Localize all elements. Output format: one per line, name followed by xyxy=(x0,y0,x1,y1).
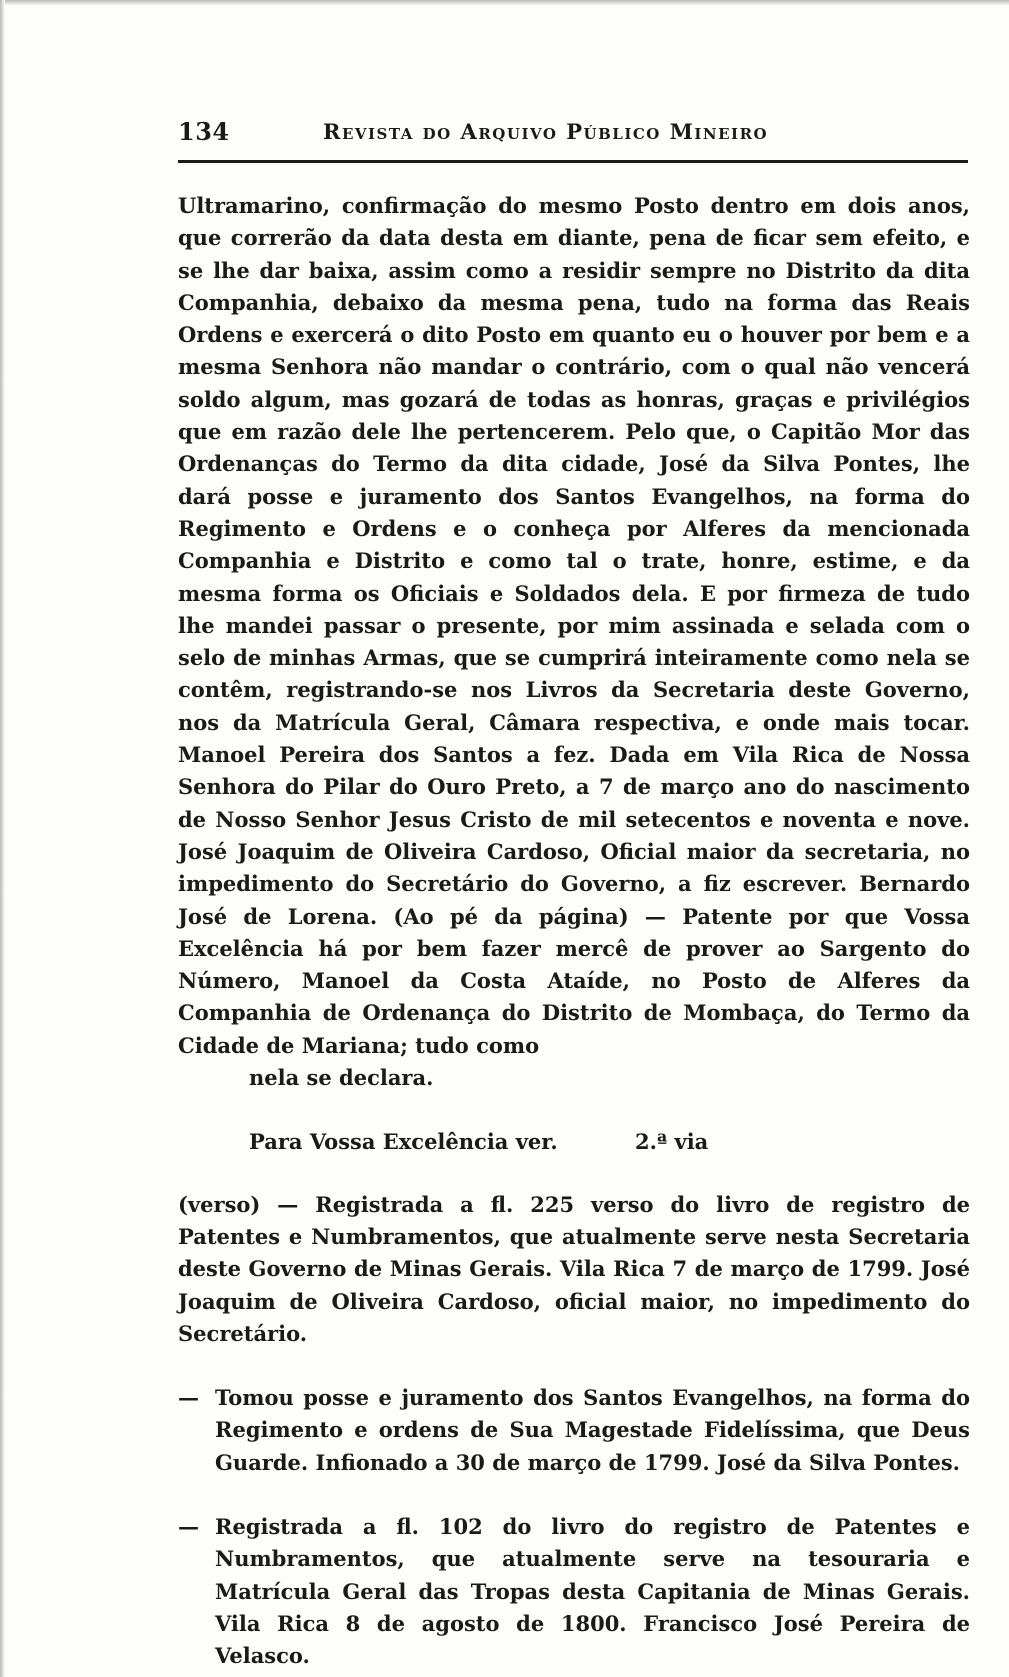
note-dash: — xyxy=(178,1385,199,1411)
note-posse xyxy=(178,1382,970,1479)
page-number: 134 xyxy=(178,117,230,146)
page-top-edge xyxy=(0,0,1009,6)
note-registro-text: Registrada a fl. 102 do livro do registro de Patentes e Numbramentos, que atualmente serve na tesouraria e Matrícula Geral das Tropas desta Capitania de Minas Gerais. Vila Rica 8 de agosto de 1800. Francisco José Pereira de Velasco. xyxy=(215,1513,970,1669)
note-dash: — xyxy=(178,1513,199,1539)
note-posse-text: Tomou posse e juramento dos Santos Evangelhos, na forma do Regimento e ordens de Sua Magestade Fidelíssima, que Deus Guarde. Infionado a 30 de março de 1799. José da Silva Pontes. xyxy=(215,1385,970,1475)
main-paragraph-end: nela se declara. xyxy=(249,1065,434,1091)
via-number: 2.ª via xyxy=(635,1129,709,1155)
note-registro xyxy=(178,1511,970,1672)
running-title: Revista do Arquivo Público Mineiro xyxy=(323,119,769,144)
main-paragraph: Ultramarino, confirmação do mesmo Posto dentro em dois anos, que correrão da data desta em diante, pena de ficar sem efeito, e se lhe dar baixa, assim como a residir sempre no Distrito da dita Companhia, debaixo da mesma pena, tudo na forma das Reais Ordens e exercerá o dito Posto em quanto eu o houver por bem e a mesma Senhora não mandar o contrário, com o qual não vencerá soldo algum, mas gozará de todas as honras, graças e privilégios que em razão dele lhe pertencerem. Pelo que, o Capitão Mor das Ordenanças do Termo da dita cidade, José da Silva Pontes, lhe dará posse e juramento dos Santos Evangelhos, na forma do Regimento e Ordens e o conheça por Alferes da mencionada Companhia e Distrito e como tal o trate, honre, estime, e da mesma forma os Oficiais e Soldados dela. E por firmeza de tudo lhe mandei passar o presente, por mim assinada e selada com o selo de minhas Armas, que se cumprirá inteiramente como nela se contêm, registrando-se nos Livros da Secretaria deste Governo, nos da Matrícula Geral, Câmara respectiva, e onde mais tocar. Manoel Pereira dos Santos a fez. Dada em Vila Rica de Nossa Senhora do Pilar do Ouro Preto, a 7 de março ano do nascimento de Nosso Senhor Jesus Cristo de mil setecentos e noventa e nove. José Joaquim de Oliveira Cardoso, Oficial maior da secretaria, no impedimento do Secretário do Governo, a fiz escrever. Bernardo José de Lorena. (Ao pé da página) — Patente por que Vossa Excelência há por bem fazer mercê de prover ao Sargento do Número, Manoel da Costa Ataíde, no Posto de Alferes da Companhia de Ordenança do Distrito de Mombaça, do Termo da Cidade de Mariana; tudo como xyxy=(178,193,970,1058)
header-rule xyxy=(178,160,968,163)
via-line xyxy=(249,1126,970,1158)
verso-paragraph: (verso) — Registrada a fl. 225 verso do livro de registro de Patentes e Numbramentos, que atualmente serve nesta Secretaria deste Governo de Minas Gerais. Vila Rica 7 de março de 1799. José Joaquim de Oliveira Cardoso, oficial maior, no impedimento do Secretário. xyxy=(178,1191,970,1346)
page-content xyxy=(178,190,970,1672)
page-left-edge xyxy=(0,0,5,1677)
via-recipient: Para Vossa Excelência ver. xyxy=(249,1129,558,1155)
page-header xyxy=(178,117,968,151)
